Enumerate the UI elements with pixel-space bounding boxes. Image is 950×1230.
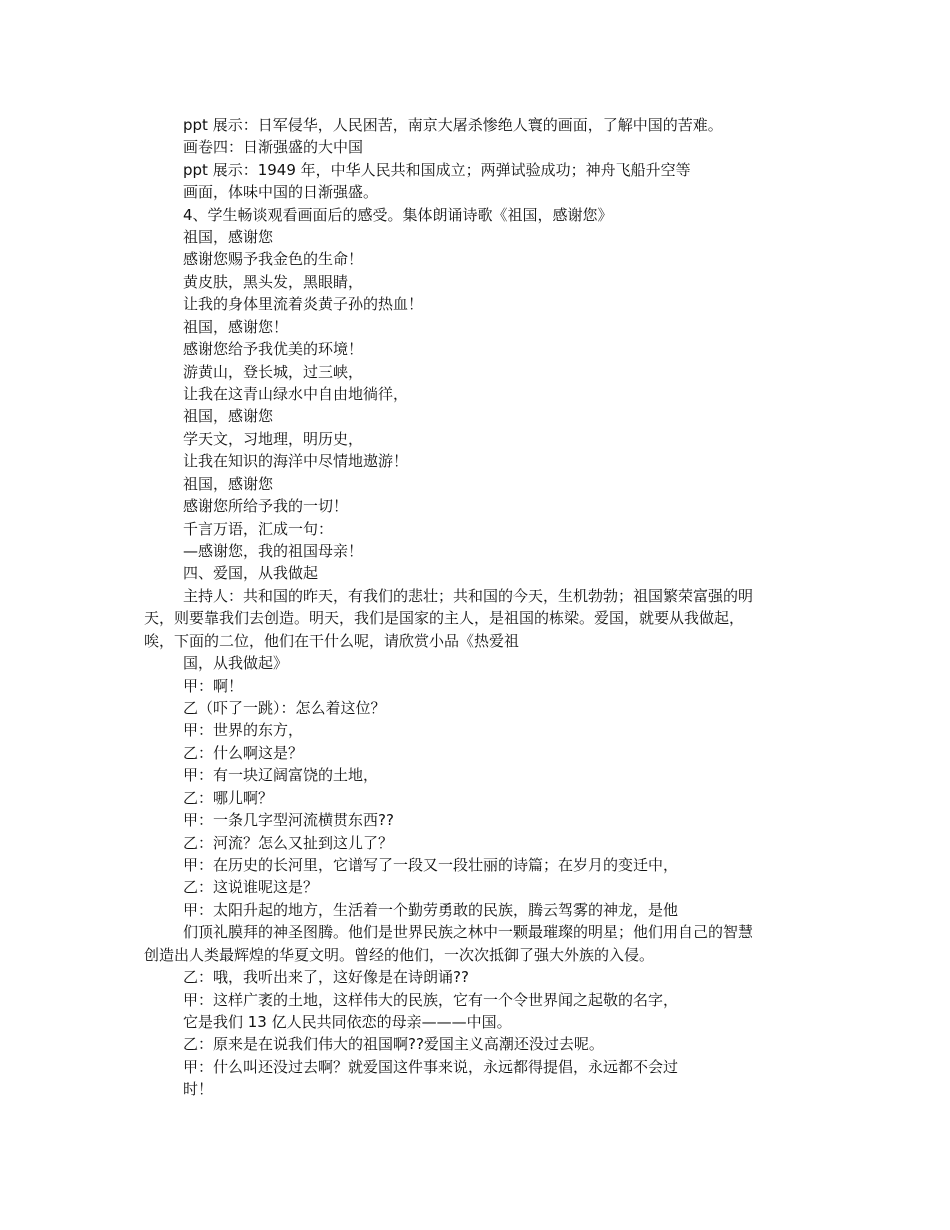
text-line: 唉，下面的二位，他们在干什么呢，请欣赏小品《热爱祖 [144,632,520,650]
poem-line: 游黄山，登长城，过三峡， [183,363,364,381]
section-heading: 画卷四：日渐强盛的大中国 [183,138,364,156]
dialogue-line: 乙：河流？怎么又扯到这儿了？ [183,834,394,852]
dialogue-line: 时！ [183,1080,214,1098]
dialogue-line: 乙：原来是在说我们伟大的祖国啊??爱国主义高潮还没过去呢。 [183,1035,604,1053]
text-line: ppt 展示：日军侵华，人民困苦，南京大屠杀惨绝人寰的画面，了解中国的苦难。 [183,116,723,134]
dialogue-line: 甲：这样广袤的土地，这样伟大的民族，它有一个令世界闻之起敬的名字， [183,991,679,1009]
dialogue-line: 乙：这说谁呢这是？ [183,878,319,896]
dialogue-line: 甲：太阳升起的地方，生活着一个勤劳勇敢的民族，腾云驾雾的神龙，是他 [183,901,679,919]
poem-line: 感谢您赐予我金色的生命！ [183,250,364,268]
poem-line: 黄皮肤，黑头发，黑眼睛， [183,273,364,291]
section-heading: 四、爱国，从我做起 [183,564,319,582]
text-line: 天，则要靠我们去创造。明天，我们是国家的主人，是祖国的栋梁。爱国，就要从我做起， [144,609,745,627]
dialogue-line: 甲：一条几字型河流横贯东西?? [183,811,394,829]
poem-line: 让我的身体里流着炎黄子孙的热血！ [183,295,424,313]
dialogue-line: 它是我们 13 亿人民共同依恋的母亲———中国。 [183,1013,512,1031]
poem-line: 祖国，感谢您 [183,475,274,493]
dialogue-line: 甲：有一块辽阔富饶的土地， [183,766,379,784]
dialogue-line: 们顶礼膜拜的神圣图腾。他们是世界民族之林中一颗最璀璨的明星；他们用自己的智慧 [183,923,754,941]
text-line: ppt 展示：1949 年，中华人民共和国成立；两弹试验成功；神舟飞船升空等 [183,161,691,179]
dialogue-line: 乙：哪儿啊？ [183,789,274,807]
poem-line: 让我在知识的海洋中尽情地遨游！ [183,452,409,470]
dialogue-line: 乙：哦，我听出来了，这好像是在诗朗诵?? [183,968,469,986]
text-line: 主持人：共和国的昨天，有我们的悲壮；共和国的今天，生机勃勃；祖国繁荣富强的明 [183,587,754,605]
dialogue-line: 甲：啊！ [183,677,244,695]
text-line: 4、学生畅谈观看画面后的感受。集体朗诵诗歌《祖国，感谢您》 [183,206,613,224]
dialogue-line: 创造出人类最辉煌的华夏文明。曾经的他们，一次次抵御了强大外族的入侵。 [144,946,655,964]
text-line: 画面，体味中国的日渐强盛。 [183,183,379,201]
poem-line: 祖国，感谢您！ [183,318,289,336]
poem-line: 感谢您所给予我的一切！ [183,497,349,515]
poem-line: 感谢您给予我优美的环境！ [183,340,364,358]
dialogue-line: 乙：什么啊这是？ [183,744,304,762]
text-line: 国，从我做起》 [183,654,289,672]
dialogue-line: 甲：世界的东方， [183,721,304,739]
poem-line: 祖国，感谢您 [183,407,274,425]
poem-line: 让我在这青山绿水中自由地徜徉， [183,385,409,403]
dialogue-line: 甲：在历史的长河里，它谱写了一段又一段壮丽的诗篇；在岁月的变迁中， [183,856,679,874]
poem-line: 祖国，感谢您 [183,228,274,246]
dialogue-line: 乙（吓了一跳）：怎么着这位？ [183,699,386,717]
dialogue-line: 甲：什么叫还没过去啊？就爱国这件事来说，永远都得提倡，永远都不会过 [183,1058,679,1076]
poem-line: —感谢您，我的祖国母亲！ [183,542,364,560]
poem-line: 学天文，习地理，明历史， [183,430,364,448]
poem-line: 千言万语，汇成一句： [183,520,334,538]
